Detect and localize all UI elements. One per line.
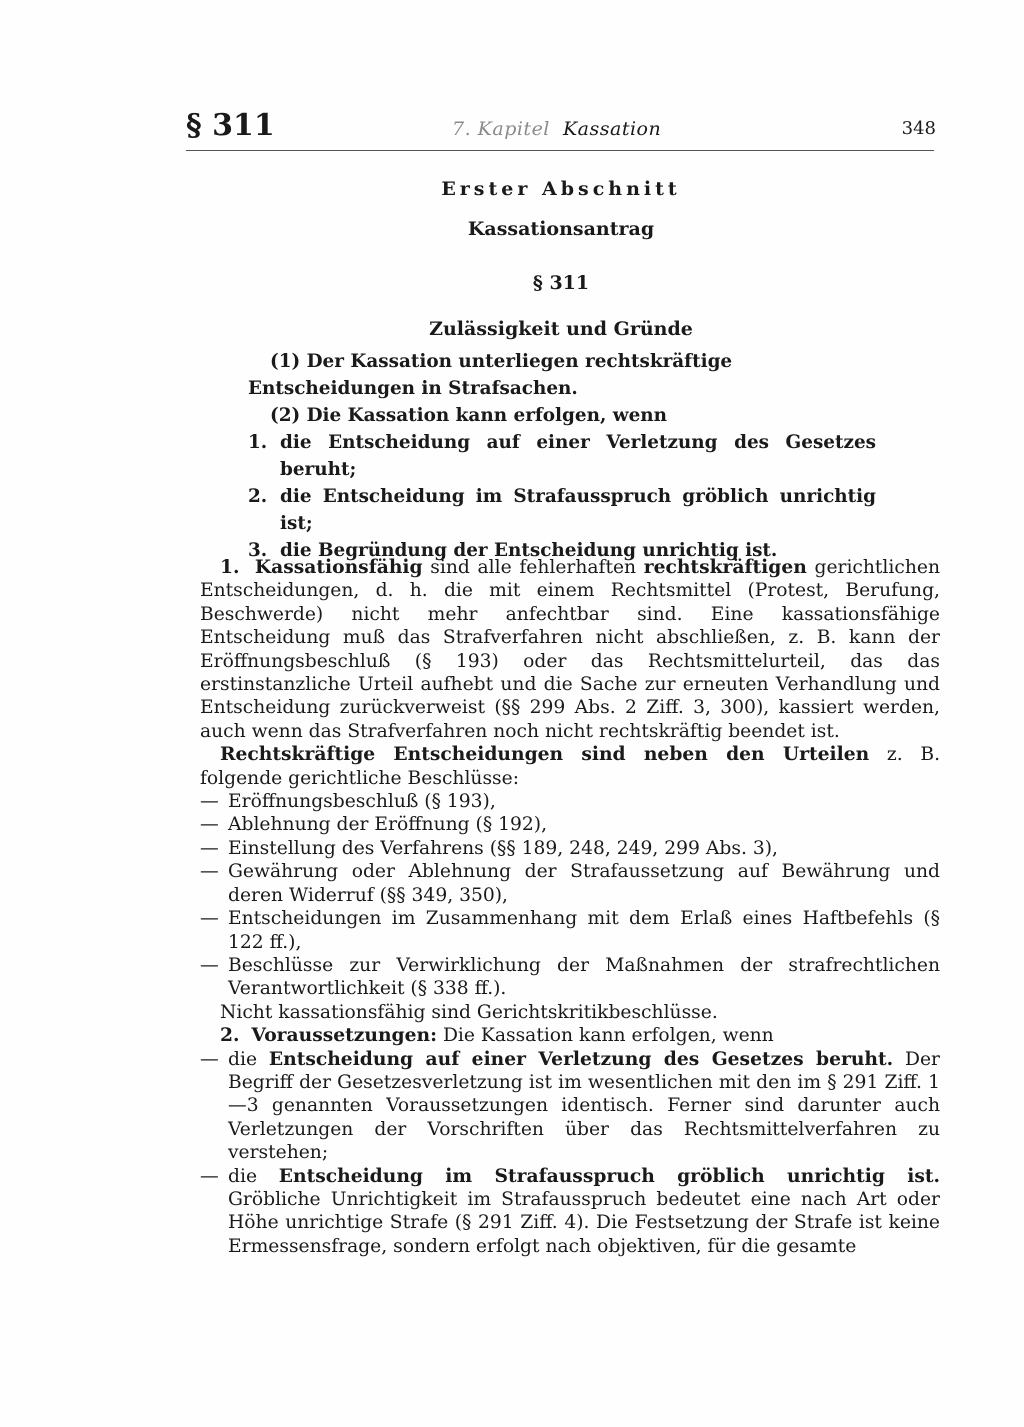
list-item <box>200 954 940 1001</box>
paragraph-number: § 311 <box>532 272 590 294</box>
list-item-text <box>228 1048 940 1165</box>
statute-item <box>248 429 876 483</box>
list-item-text: Einstellung des Verfahrens (§§ 189, 248, 249, 299 Abs. 3), <box>228 837 778 859</box>
abschnitt-heading: Erster Abschnitt <box>441 178 681 200</box>
list-item <box>200 1048 940 1165</box>
dash-marker: — <box>200 1048 219 1070</box>
statute-p1: (1) Der Kassation unterliegen rechtskräftige Entscheidungen in Strafsachen. <box>248 351 733 399</box>
list-item-text: Gewährung oder Ablehnung der Strafaussetzung auf Bewährung und deren Widerruf (§§ 349, 350), <box>228 861 940 906</box>
statute-item-number: 1. <box>248 432 268 453</box>
list-item <box>200 907 940 954</box>
statute-item-text: die Begründung der Entscheidung unrichtig ist. <box>280 540 778 561</box>
page-number: 348 <box>901 118 936 139</box>
note-bold: rechtskräftigen <box>643 556 807 578</box>
commentary-note-1 <box>200 556 940 743</box>
list-item-text: Eröffnungsbeschluß (§ 193), <box>228 791 496 813</box>
note-text: sind alle fehlerhaften <box>422 557 644 578</box>
not-kassation-note: Nicht kassationsfähig sind Gerichtskritikbeschlüsse. <box>220 1001 718 1023</box>
dash-marker: — <box>200 861 219 883</box>
text-bold: Entscheidung auf einer Verletzung des Gesetzes beruht. <box>268 1047 894 1070</box>
dash-marker: — <box>200 837 219 859</box>
header-chapter <box>452 118 661 140</box>
text-run: Der Begriff der Gesetzesverletzung ist im wesentlichen mit den im § 291 Ziff. 1—3 genannten Voraussetzungen identisch. Ferner sind darunter auch Verletzungen der Vorschriften über das Rechtsmittelverfahren zu verstehen; <box>228 1048 940 1164</box>
dash-marker: — <box>200 1165 219 1187</box>
note-bold: Kassationsfähig <box>254 556 423 578</box>
section-heading: Kassationsantrag <box>467 218 655 240</box>
note-text: gerichtlichen Entscheidungen, d. h. die mit einem Rechtsmittel (Protest, Berufung, Beschwerde) nicht mehr anfechtbar sind. Eine kassationsfähige Entscheidung muß das Strafverfahren nicht abschließen, z. B. kann der Eröffnungsbeschluß (§ 193) oder das Rechtsmittelurteil, das das erstinstanzliche Urteil aufhebt und die Sache zur erneuten Verhandlung und Entscheidung zurückverweist (§§ 299 Abs. 2 Ziff. 3, 300), kassiert werden, auch wenn das Strafverfahren noch nicht rechtskräftig beendet ist. <box>200 557 940 742</box>
list-item-text: Entscheidungen im Zusammenhang mit dem Erlaß eines Haftbefehls (§ 122 ff.), <box>228 908 940 953</box>
running-header <box>186 108 936 152</box>
list-item-text <box>228 1165 940 1259</box>
statute-item-number: 2. <box>248 486 268 507</box>
statute-text <box>248 348 876 564</box>
note-text: z. B. folgende gerichtliche Beschlüsse: <box>200 744 941 789</box>
note-number: 1. <box>220 556 240 578</box>
list-item <box>200 790 940 813</box>
statute-item-text: die Entscheidung auf einer Verletzung des Gesetzes beruht; <box>280 432 876 480</box>
statute-item-number: 3. <box>248 540 268 561</box>
header-chapter-title: Kassation <box>562 118 662 140</box>
commentary-note-2 <box>200 743 940 790</box>
list-item <box>200 837 940 860</box>
list-item-text: Ablehnung der Eröffnung (§ 192), <box>228 814 548 836</box>
commentary <box>200 556 940 1258</box>
commentary-note-3 <box>200 1024 940 1047</box>
dash-marker: — <box>200 791 219 813</box>
list-item <box>200 813 940 836</box>
text-run: die <box>228 1165 279 1187</box>
dash-marker: — <box>200 908 219 930</box>
list-item <box>200 1165 940 1259</box>
list-item <box>200 860 940 907</box>
note-number: 2. <box>220 1024 240 1047</box>
header-rule <box>186 150 934 151</box>
note-bold: Voraussetzungen: <box>251 1024 437 1047</box>
text-run: Gröbliche Unrichtigkeit im Strafausspruch bedeutet eine nach Art oder Höhe unrichtige Strafe (§ 291 Ziff. 4). Die Festsetzung der Strafe ist keine Ermessensfrage, sondern erfolgt nach objektiven, für die gesamte <box>228 1188 940 1257</box>
text-run: die <box>228 1048 269 1070</box>
note-bold: Rechtskräftige Entscheidungen sind neben den Urteilen <box>220 743 870 766</box>
text-bold: Entscheidung im Strafausspruch gröblich unrichtig ist. <box>278 1164 940 1187</box>
dash-marker: — <box>200 814 219 836</box>
header-section-number: § 311 <box>186 108 275 143</box>
note-text: Die Kassation kann erfolgen, wenn <box>437 1025 774 1047</box>
statute-item-text: die Entscheidung im Strafausspruch gröblich unrichtig ist; <box>280 486 876 534</box>
dash-marker: — <box>200 954 219 976</box>
list-item-text: Beschlüsse zur Verwirklichung der Maßnahmen der strafrechtlichen Verantwortlichkeit (§ 338 ff.). <box>228 954 940 1000</box>
statute-p2: (2) Die Kassation kann erfolgen, wenn <box>270 405 668 426</box>
header-chapter-prefix: 7. Kapitel <box>452 118 550 140</box>
statute-item <box>248 483 876 537</box>
paragraph-title: Zulässigkeit und Gründe <box>429 318 693 340</box>
